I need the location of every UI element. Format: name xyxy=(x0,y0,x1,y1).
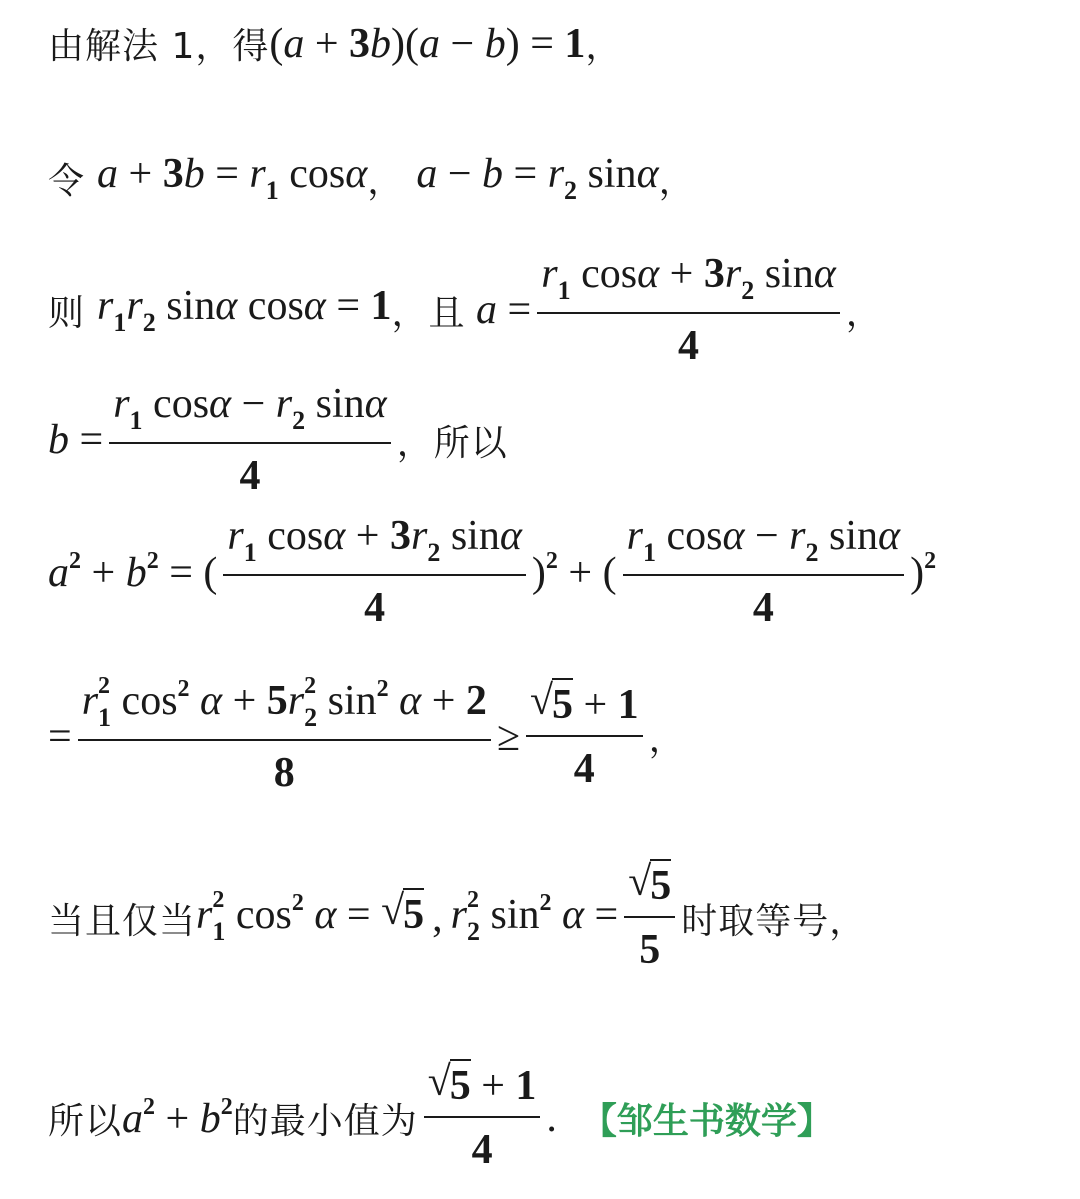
line4-tail: ，所以 xyxy=(396,422,508,464)
line5-mid: )$^2$ + ( xyxy=(531,547,617,596)
line2-expr1: $a + 3b = r_1$ cosα xyxy=(97,151,368,205)
line-3 xyxy=(48,250,883,370)
line8-mid: 的最小值为 xyxy=(232,1100,418,1142)
line1-tail: ， xyxy=(585,26,623,67)
line3-fraction xyxy=(537,250,840,370)
line5-denominator-2: 4 xyxy=(752,585,774,631)
line7-tail: 时取等号， xyxy=(681,900,867,942)
line7-sep: , xyxy=(432,895,443,941)
line6-fraction xyxy=(78,673,491,797)
line6-lhs: = xyxy=(48,713,72,760)
line-2 xyxy=(48,150,696,206)
line6-numerator-2: √ 5 + 1 xyxy=(526,681,643,737)
line5-numerator-2: $r_1$ $\cos\alpha - r_2$ sinα xyxy=(623,512,905,576)
line6-denominator: 8 xyxy=(273,750,295,796)
line3-numerator: $r_1$ $\cos\alpha + 3r_2$ sinα xyxy=(537,250,840,314)
line5-denominator-1: 4 xyxy=(364,585,386,631)
brand-label: 【邹生书数学】 xyxy=(580,1100,833,1142)
line8-denominator: 4 xyxy=(471,1127,493,1173)
line3-lhs: a = xyxy=(476,287,532,333)
line6-relation: ≥ xyxy=(496,713,520,760)
line2-text: 令 xyxy=(48,160,86,202)
line-5 xyxy=(48,512,936,632)
line3-expr: $r_1r_2$ sinα cosα = 1 xyxy=(97,283,392,337)
line3-denominator: 4 xyxy=(677,323,699,369)
line7-denominator: 5 xyxy=(639,927,661,973)
line1-expr: (a + 3b)(a − b) = 1 xyxy=(269,20,586,67)
line5-end: )$^2$ xyxy=(910,547,937,596)
line6-fraction-2 xyxy=(526,681,643,793)
line6-tail: ， xyxy=(648,719,686,760)
line7-text: 当且仅当 xyxy=(48,900,197,942)
line2-tail: ， xyxy=(658,160,696,202)
line3-tail: ， xyxy=(845,292,883,334)
line-1 xyxy=(48,18,622,69)
line7-expr2: r $_{2 2}$ $\sin^2 \alpha$ = xyxy=(450,886,619,946)
line3-text: 则 xyxy=(48,292,86,334)
line2-expr2: $a - b = r_2$ sinα xyxy=(416,151,659,205)
line8-text: 所以 xyxy=(48,1100,123,1142)
line5-numerator-1: $r_1$ $\cos\alpha + 3r_2$ sinα xyxy=(223,512,526,576)
line-8 xyxy=(48,1062,833,1174)
line3-mid: ，且 xyxy=(391,292,466,334)
line5-lhs: $a^2 + b^2$ = ( xyxy=(48,547,218,596)
line7-fraction xyxy=(624,862,675,974)
line7-numerator: √ 5 xyxy=(624,862,675,918)
line4-numerator: $r_1$ $\cos\alpha - r_2$ sinα xyxy=(109,380,391,444)
line8-dot: . xyxy=(546,1095,557,1141)
line-4 xyxy=(48,380,508,500)
line8-numerator: √ 5 + 1 xyxy=(424,1062,541,1118)
line8-fraction xyxy=(424,1062,541,1174)
line5-fraction-2 xyxy=(623,512,905,632)
line7-expr1: r $_{2 1}$ $\cos^2 \alpha$ = √ 5 xyxy=(196,890,424,947)
line5-fraction-1 xyxy=(223,512,526,632)
line2-sep: ， xyxy=(367,160,405,202)
line8-expr: $a^2 + b^2$ xyxy=(122,1093,233,1142)
line4-lhs: b = xyxy=(48,417,104,463)
line-6 xyxy=(48,673,686,797)
line4-denominator: 4 xyxy=(239,453,261,499)
line1-text: 由解法 1，得 xyxy=(48,26,270,67)
line6-denominator-2: 4 xyxy=(573,745,595,792)
line-7 xyxy=(48,862,866,974)
line6-numerator: r $_{2 1}$ $\cos^2 \alpha + 5r$ $_{2 2}$ $\sin^2 \alpha + 2$ xyxy=(78,676,491,741)
line4-fraction xyxy=(109,380,391,500)
